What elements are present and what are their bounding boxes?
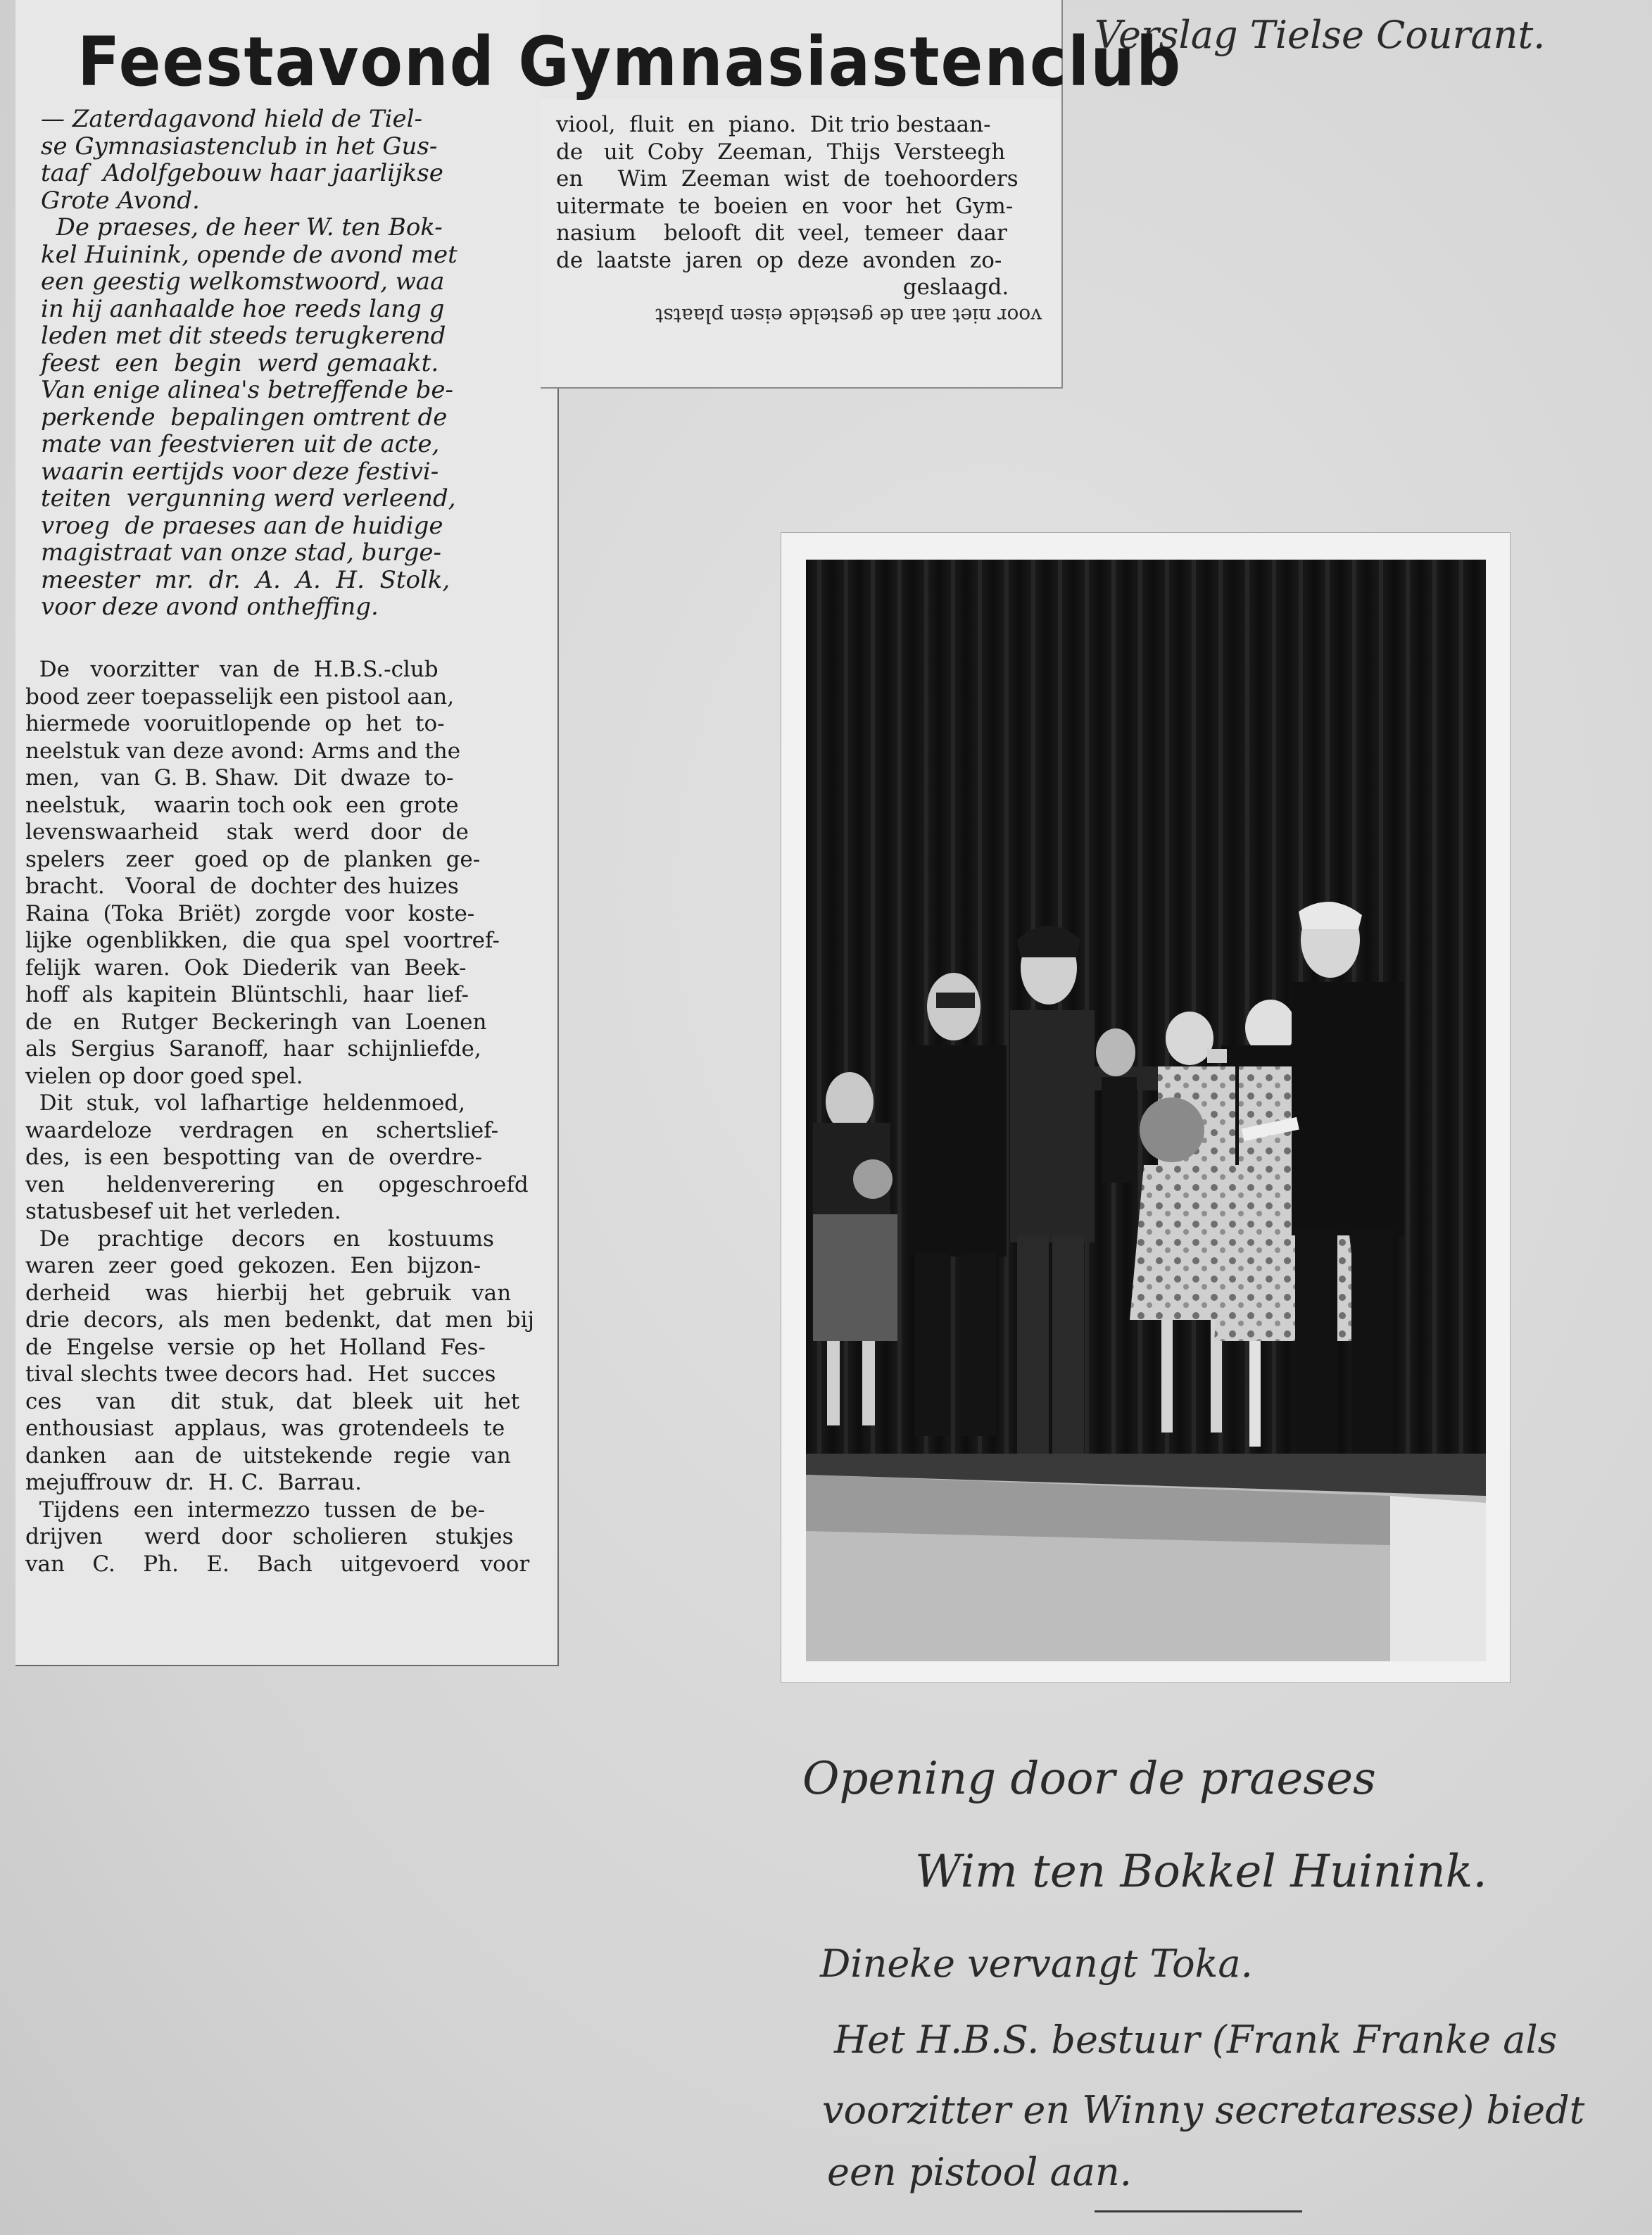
handwritten-underline [1095,2210,1302,2212]
handwritten-note-line-1: Opening door de praeses [802,1753,1376,1805]
handwritten-note-line-5: voorzitter en Winny secretaresse) biedt [822,2088,1585,2132]
handwritten-note-line-6: een pistool aan. [827,2150,1132,2194]
handwritten-note-line-4: Het H.B.S. bestuur (Frank Franke als [834,2017,1558,2062]
handwritten-note-line-2: Wim ten Bokkel Huinink. [915,1846,1487,1898]
stage-photo-illustration [806,560,1486,1661]
handwritten-note-line-3: Dineke vervangt Toka. [820,1941,1253,1986]
stage-photograph [806,560,1486,1661]
article-body-text: De voorzitter van de H.B.S.-club bood zeer toepasselijk een pistool aan, hiermede vooruitlopende op het to- neelstuk van deze avond: Arms and the men, van G. B. Shaw. Dit dwaze to- neelstuk, waarin toch ook een grote levenswaarheid stak werd door de spelers zeer goed op de planken ge- bracht. Vooral de dochter des huizes Raina (Toka Briët) zorgde voor koste- lijke ogenblikken, die qua spel voortref- felijk waren. Ook Diederik van Beek- hoff als kapitein Blüntschli, haar lief- de en Rutger Beckeringh van Loenen als Sergius Saranoff, haar schijnliefde, vielen op door goed spel. Dit stuk, vol lafhartige heldenmoed, waardeloze verdragen en schertslief- des, is een bespotting van de overdre- ven heldenverering en opgeschroefd statusbesef uit het verleden. De prachtige decors en kostuums waren zeer goed gekozen. Een bijzon- derheid was hierbij het gebruik van drie decors, als men bedenkt, dat men bij de Engelse versie op het Holland Fes- tival slechts twee decors had. Het succes ces van dit stuk, dat bleek uit het enthousiast applaus, was grotendeels te danken aan de uitstekende regie van mejuffrouw dr. H. C. Barrau. Tijdens een intermezzo tussen de be- drijven werd door scholieren stukjes van C. Ph. E. Bach uitgevoerd voor [25,657,534,1577]
article-headline: Feestavond Gymnasiastenclub [77,23,1183,101]
article-intro-text: — Zaterdagavond hield de Tiel- se Gymnasiastenclub in het Gus- taaf Adolfgebouw haar jaarlijkse Grote Avond. De praeses, de heer W. ten Bok- kel Huinink, opende de avond met een geestig welkomstwoord, waa in hij aanhaalde hoe reeds lang g leden met dit steeds terugkerend feest een begin werd gemaakt. Van enige alinea's betreffende be- perkende bepalingen omtrent de mate van feestvieren uit de acte, waarin eertijds voor deze festivi- teiten vergunning werd verleend, vroeg de praeses aan de huidige magistraat van onze stad, burge- meester mr. dr. A. A. H. Stolk, voor deze avond ontheffing. [41,105,458,621]
handwritten-header: Verslag Tielse Courant. [1095,13,1546,57]
photo-frame [781,533,1510,1682]
upside-down-fragment: voor niet aan de gestelde eisen plaatst [655,304,1042,327]
article-continued-text: viool, fluit en piano. Dit trio bestaan- de uit Coby Zeeman, Thijs Versteegh en Wim Zeeman wist de toehoorders uitermate te boeien en voor het Gym- nasium belooft dit veel, temeer daar de laatste jaren op deze avonden zo- geslaagd. [556,112,1019,300]
